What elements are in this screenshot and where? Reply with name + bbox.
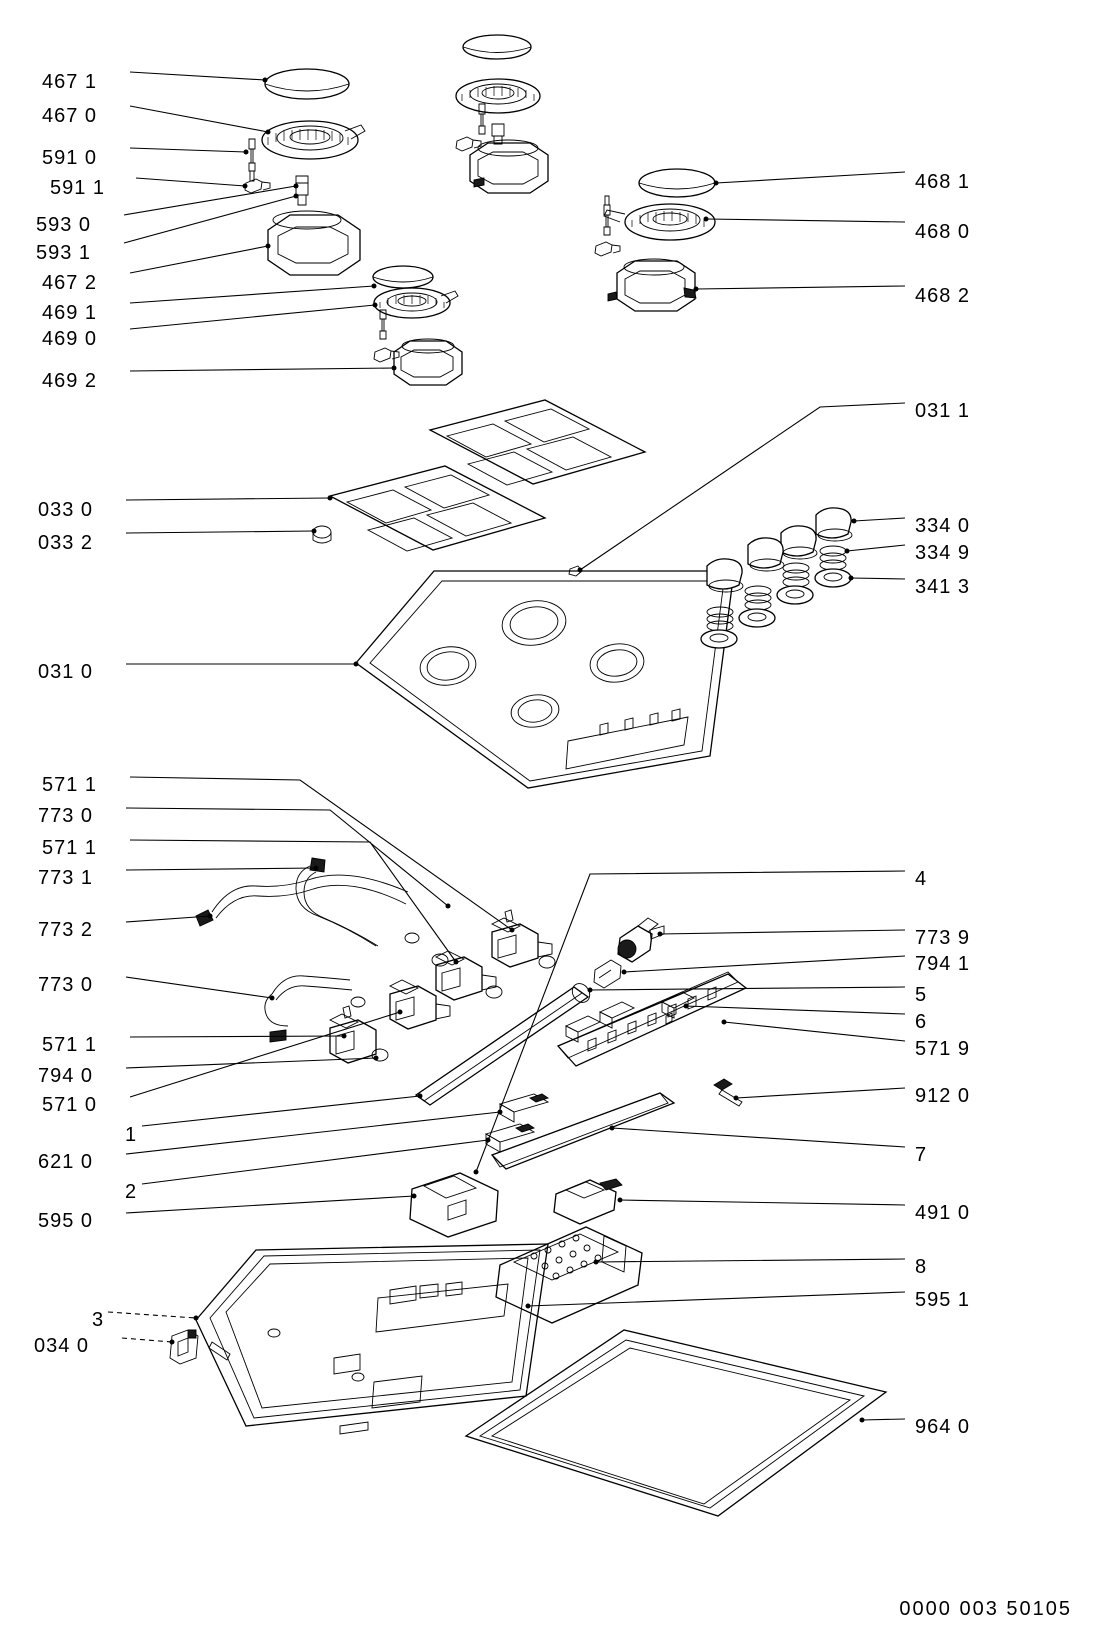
spring-334-9: [820, 546, 846, 570]
valve-571-lower: [390, 980, 450, 1029]
ignition-box-595-0: [410, 1173, 498, 1237]
part-label-773-9: 773 9: [915, 927, 971, 949]
part-label-595-0: 595 0: [38, 1210, 94, 1232]
clip-034-0: [170, 1330, 198, 1364]
part-label-468-2: 468 2: [915, 285, 971, 307]
vent-tray-8: [496, 1227, 642, 1323]
burner-group-467: [245, 69, 365, 275]
part-label-467-2: 467 2: [42, 272, 98, 294]
electrode-468: [604, 196, 610, 235]
part-label-773-2: 773 2: [38, 919, 94, 941]
base-pan-3: [196, 1244, 548, 1434]
part-label-912-0: 912 0: [915, 1085, 971, 1107]
igniter-block-1: [500, 1094, 548, 1122]
part-label-2: 2: [125, 1181, 138, 1203]
nut-469: [374, 348, 399, 362]
part-label-468-1: 468 1: [915, 171, 971, 193]
burner-body-center: [470, 140, 548, 193]
nut-468: [595, 242, 620, 256]
part-label-7: 7: [915, 1144, 928, 1166]
burner-body-469-2: [394, 339, 462, 385]
part-label-773-0a: 773 0: [38, 805, 94, 827]
part-label-571-1c: 571 1: [42, 1034, 98, 1056]
burner-group-469: [373, 266, 462, 385]
burner-group-center: [456, 35, 548, 193]
drawing-number: 0000 003 50105: [899, 1598, 1072, 1620]
pan-support-grates: [313, 400, 645, 551]
part-label-964-0: 964 0: [915, 1416, 971, 1438]
part-label-033-0: 033 0: [38, 499, 94, 521]
part-label-469-1: 469 1: [42, 302, 98, 324]
lower-rail-7: [492, 1093, 674, 1169]
part-label-341-3: 341 3: [915, 576, 971, 598]
screw-912-0: [714, 1079, 742, 1106]
part-label-034-0: 034 0: [34, 1335, 90, 1357]
part-label-4: 4: [915, 868, 928, 890]
part-label-491-0: 491 0: [915, 1202, 971, 1224]
part-label-591-0: 591 0: [42, 147, 98, 169]
electrode-591-0: [249, 139, 255, 181]
leader-lines: [108, 72, 905, 1423]
part-label-794-1: 794 1: [915, 953, 971, 975]
part-label-469-0: 469 0: [42, 328, 98, 350]
cooktop-panel-031-0: [356, 566, 734, 788]
valve-571-0: [330, 1006, 376, 1063]
part-label-571-0: 571 0: [42, 1094, 98, 1116]
part-label-334-0: 334 0: [915, 515, 971, 537]
part-label-593-1: 593 1: [36, 242, 92, 264]
part-label-467-1: 467 1: [42, 71, 98, 93]
part-label-773-0b: 773 0: [38, 974, 94, 996]
part-label-8: 8: [915, 1256, 928, 1278]
nut-center: [456, 137, 481, 151]
part-label-033-2: 033 2: [38, 532, 94, 554]
gas-tube-assembly: [196, 858, 664, 1105]
part-label-591-1: 591 1: [50, 177, 106, 199]
part-label-1: 1: [125, 1124, 138, 1146]
part-label-468-0: 468 0: [915, 221, 971, 243]
seal-frame-964-0: [466, 1330, 886, 1516]
part-label-467-0: 467 0: [42, 105, 98, 127]
part-label-5: 5: [915, 984, 928, 1006]
control-knobs: [701, 508, 852, 648]
part-label-334-9: 334 9: [915, 542, 971, 564]
burner-body-468-2: [608, 259, 696, 311]
part-593: [296, 176, 308, 205]
burner-body-467-2: [268, 211, 360, 275]
valve-571-top: [492, 910, 552, 967]
bushing-794-1: [594, 960, 621, 988]
grate-foot-033-2: [313, 526, 331, 543]
electrode-469: [380, 310, 386, 339]
part-label-571-1b: 571 1: [42, 837, 98, 859]
part-label-031-0: 031 0: [38, 661, 94, 683]
connector-491-0: [554, 1179, 622, 1224]
part-label-593-0: 593 0: [36, 214, 92, 236]
part-label-773-1: 773 1: [38, 867, 94, 889]
part-label-571-9: 571 9: [915, 1038, 971, 1060]
part-label-031-1: 031 1: [915, 400, 971, 422]
part-label-3: 3: [92, 1309, 105, 1331]
part-label-571-1a: 571 1: [42, 774, 98, 796]
part-label-6: 6: [915, 1011, 928, 1033]
part-label-621-0: 621 0: [38, 1151, 94, 1173]
fitting-773-9: [618, 918, 664, 962]
part-label-794-0: 794 0: [38, 1065, 94, 1087]
part-label-469-2: 469 2: [42, 370, 98, 392]
part-label-595-1: 595 1: [915, 1289, 971, 1311]
valve-571-mid: [436, 951, 496, 1000]
support-rail-571-9: [486, 972, 746, 1169]
